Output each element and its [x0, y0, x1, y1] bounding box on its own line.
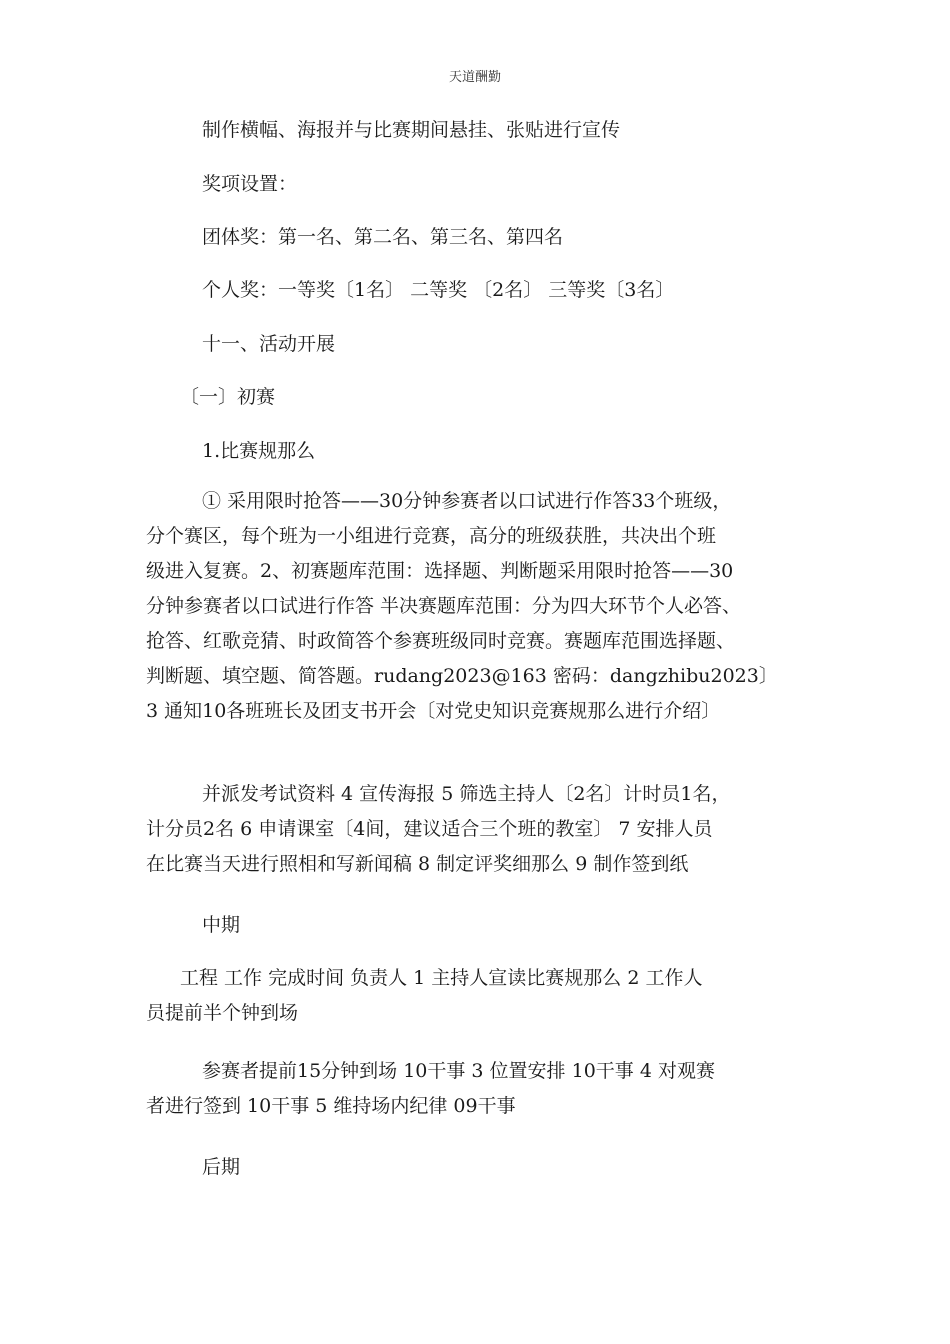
text-line: 级进入复赛。2、初赛题库范围：选择题、判断题采用限时抢答——30	[146, 560, 734, 582]
paragraph-mid-phase	[146, 961, 822, 1031]
paragraph-promotion: 制作横幅、海报并与比赛期间悬挂、张贴进行宣传	[202, 119, 621, 141]
paragraph-preparation	[146, 777, 822, 882]
text-line: 判断题、填空题、简答题。rudang2023@163 密码：dangzhibu2023〕	[146, 665, 778, 687]
text-line: 3 通知10各班班长及团支书开会〔对党史知识竞赛规那么进行介绍〕	[146, 700, 721, 722]
text-line: 参赛者提前15分钟到场 10干事 3 位置安排 10干事 4 对观赛	[202, 1060, 715, 1082]
subsection-heading-preliminary: 〔一〕初赛	[180, 386, 276, 408]
paragraph-awards-heading: 奖项设置：	[202, 173, 298, 195]
paragraph-team-awards: 团体奖：第一名、第二名、第三名、第四名	[202, 226, 564, 248]
text-line: ① 采用限时抢答——30分钟参赛者以口试进行作答33个班级，	[202, 490, 732, 512]
page-header: 天道酬勤	[448, 70, 501, 85]
paragraph-individual-awards: 个人奖：一等奖〔1名〕 二等奖 〔2名〕 三等奖〔3名〕	[202, 279, 675, 301]
text-line: 抢答、红歌竞猜、时政简答个参赛班级同时竞赛。赛题库范围选择题、	[146, 630, 736, 652]
text-line: 在比赛当天进行照相和写新闻稿 8 制定评奖细那么 9 制作签到纸	[146, 853, 689, 875]
paragraph-rules-body	[146, 484, 822, 729]
heading-late-phase: 后期	[202, 1156, 241, 1178]
text-line: 计分员2名 6 申请课室〔4间，建议适合三个班的教室〕 7 安排人员	[146, 818, 713, 840]
text-line: 分钟参赛者以口试进行作答 半决赛题库范围：分为四大环节个人必答、	[146, 595, 742, 617]
text-line: 分个赛区，每个班为一小组进行竞赛，高分的班级获胜，共决出个班	[146, 525, 717, 547]
heading-mid-phase: 中期	[202, 914, 241, 936]
text-line: 工程 工作 完成时间 负责人 1 主持人宣读比赛规那么 2 工作人	[180, 967, 703, 989]
text-line: 者进行签到 10干事 5 维持场内纪律 09干事	[146, 1095, 516, 1117]
section-heading-activity: 十一、活动开展	[202, 333, 336, 355]
text-line: 员提前半个钟到场	[146, 1002, 299, 1024]
paragraph-rules-heading: 1.比赛规那么	[202, 440, 316, 462]
paragraph-mid-phase-tasks	[146, 1054, 822, 1124]
text-line: 并派发考试资料 4 宣传海报 5 筛选主持人〔2名〕计时员1名，	[202, 783, 731, 805]
